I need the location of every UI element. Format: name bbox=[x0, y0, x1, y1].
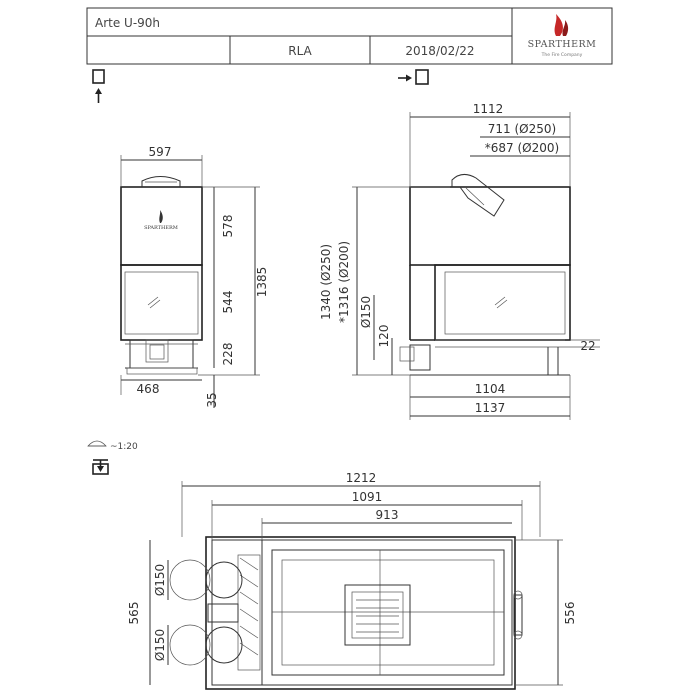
model-name: Arte U-90h bbox=[95, 16, 161, 30]
front-upper-dim: 578 bbox=[221, 214, 235, 238]
top-depth-right-dim: 556 bbox=[563, 601, 577, 625]
side-height-250-dim: 1340 (Ø250) bbox=[319, 243, 333, 321]
side-foot-offset-dim: 22 bbox=[580, 339, 596, 353]
side-base-depth-dim: 1104 bbox=[474, 382, 506, 396]
scale-text: ~1:20 bbox=[110, 442, 138, 452]
top-view bbox=[127, 471, 577, 689]
top-inlet-lower-dim: Ø150 bbox=[153, 628, 167, 662]
front-total-dim: 1385 bbox=[255, 266, 269, 298]
side-overall-depth-dim: 1137 bbox=[474, 401, 506, 415]
top-overall-width-dim: 1212 bbox=[345, 471, 377, 485]
front-view-icon bbox=[93, 70, 104, 103]
brand-name: SPARTHERM bbox=[527, 39, 597, 50]
side-flue-250-dim: 711 (Ø250) bbox=[487, 122, 557, 136]
brand-tagline: The Fire Company bbox=[541, 53, 583, 58]
side-height-200-dim: *1316 (Ø200) bbox=[337, 240, 351, 324]
top-depth-left-dim: 565 bbox=[127, 601, 141, 625]
scale-indicator bbox=[88, 441, 138, 452]
top-inlet-upper-dim: Ø150 bbox=[153, 563, 167, 597]
front-view bbox=[121, 145, 269, 408]
front-base-dim: 228 bbox=[221, 342, 235, 366]
front-glass-dim: 544 bbox=[221, 290, 235, 314]
drawing-date: 2018/02/22 bbox=[405, 44, 475, 58]
side-view bbox=[319, 102, 600, 420]
front-width-dim: 597 bbox=[148, 145, 172, 159]
title-block bbox=[87, 8, 612, 64]
side-flue-200-dim: *687 (Ø200) bbox=[484, 141, 560, 155]
top-width-3-dim: 913 bbox=[375, 508, 399, 522]
side-view-icon bbox=[398, 70, 428, 84]
side-air-inlet-dim: Ø150 bbox=[359, 295, 373, 329]
stove-logo bbox=[144, 210, 178, 231]
spartherm-logo bbox=[528, 14, 597, 58]
front-base-width-dim: 468 bbox=[136, 382, 160, 396]
top-view-icon bbox=[93, 460, 108, 474]
svg-text:SPARTHERM: SPARTHERM bbox=[144, 225, 178, 231]
side-air-height-dim: 120 bbox=[377, 324, 391, 348]
top-width-2-dim: 1091 bbox=[351, 490, 383, 504]
front-foot-dim: 35 bbox=[205, 392, 219, 408]
variant-code: RLA bbox=[288, 44, 312, 58]
side-total-depth-dim: 1112 bbox=[472, 102, 504, 116]
